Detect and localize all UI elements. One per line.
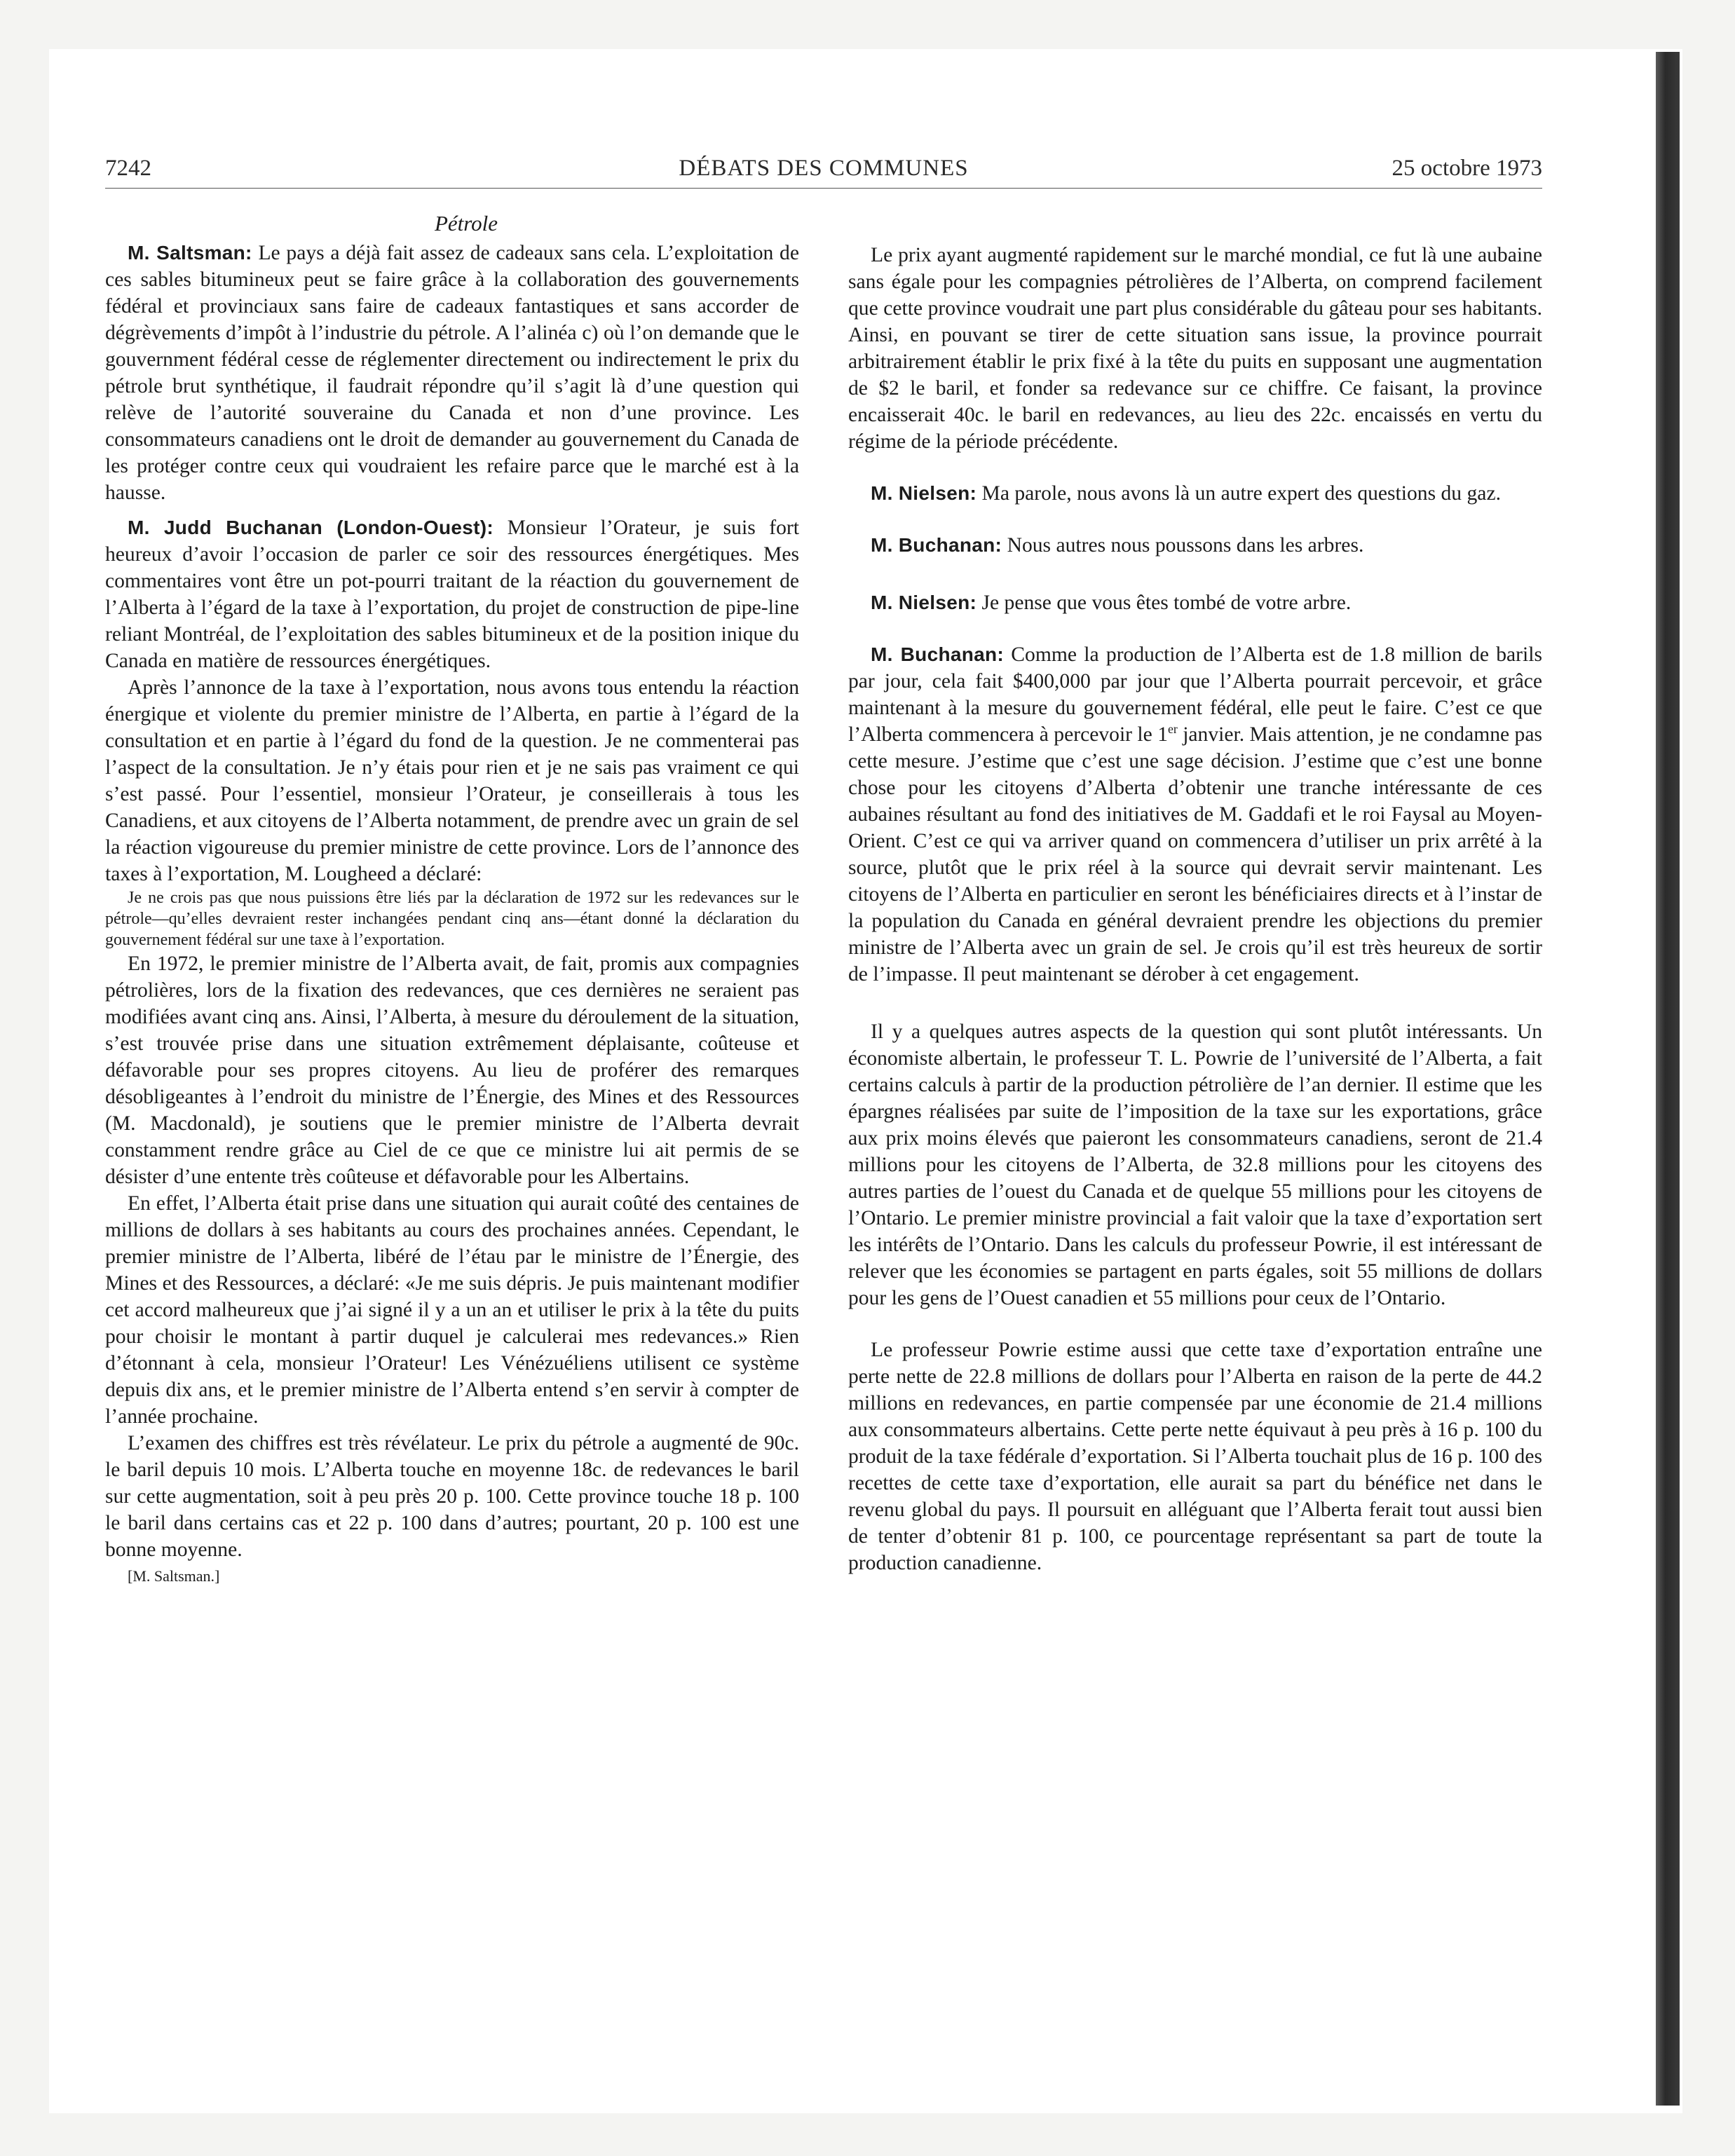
paragraph [848, 641, 1542, 988]
paragraph: L’examen des chiffres est très révélateur. Le prix du pétrole a augmenté de 90c. le baril depuis 10 mois. L’Alberta touche en moyenne 18c. de redevances le baril sur cette augmentation, soit à peu près 20 p. 100. Cette province touche 18 p. 100 le baril dans certains cas et 22 p. 100 dans d’autres; pourtant, 20 p. 100 est une bonne moyenne. [105, 1432, 799, 1561]
left-column [105, 210, 799, 1590]
page-number: 7242 [105, 156, 151, 181]
speech-text: Nous autres nous poussons dans les arbres. [1002, 534, 1364, 557]
speech-text: Ma parole, nous avons là un autre expert des questions du gaz. [977, 482, 1501, 505]
speaker-name: M. Judd Buchanan (London-Ouest): [128, 517, 494, 538]
page-header [105, 156, 1542, 191]
paragraph: Après l’annonce de la taxe à l’exportation, nous avons tous entendu la réaction énergique et violente du premier ministre de l’Alberta, en partie à l’égard de la consultation et en partie à l’égard du fond de la question. Je ne commenterai pas l’aspect de la consultation. Je n’y étais pour rien et je ne sais pas vraiment ce qui s’est passé. Pour l’essentiel, monsieur l’Orateur, je conseillerais à tous les Canadiens, et aux citoyens de l’Alberta notamment, de prendre avec un grain de sel la réaction vigoureuse du premier ministre de cette province. Lors de l’annonce des taxes à l’exportation, M. Lougheed a déclaré: [105, 676, 799, 885]
ordinal-superscript: er [1168, 722, 1178, 737]
speech-text: Je pense que vous êtes tombé de votre arbre. [977, 592, 1352, 614]
speech-text: janvier. Mais attention, je ne condamne pas cette mesure. J’estime que c’est une sage décision. J’estime que c’est une bonne chose pour les citoyens d’Alberta d’obtenir une tranche intéressante de ces aubaines résultant au fond des initiatives de M. Gaddafi et le roi Faysal au Moyen-Orient. C’est ce qui va arriver quand on commencera d’utiliser un prix arrêté à la source, plutôt que le prix réel à la source qui devrait servir maintenant. Les citoyens de l’Alberta en particulier en seront les bénéficiaires directs et à l’instar de la population du Canada en général devraient prendre les objections du premier ministre de l’Alberta avec un grain de sel. Je crois qu’il est très heureux de sortir de l’impasse. Il peut maintenant se dérober à cet engagement. [848, 723, 1542, 985]
speech-text: Monsieur l’Orateur, je suis fort heureux d’avoir l’occasion de parler ce soir des ressources énergétiques. Mes commentaires vont être un pot-pourri traitant de la réaction du gouvernement de l’Alberta à l’égard de la taxe à l’exportation, du projet de construction de pipe-line reliant Montréal, de l’exploitation des sables bitumineux et de la position inique du Canada en matière de ressources énergétiques. [105, 517, 800, 672]
scan-edge-shadow [1656, 52, 1680, 2106]
publication-title: DÉBATS DES COMMUNES [679, 156, 969, 181]
paragraph: En effet, l’Alberta était prise dans une situation qui aurait coûté des centaines de millions de dollars à ses habitants au cours des prochaines années. Cependant, le premier ministre de l’Alberta, libéré de l’étau par le ministre de l’Énergie, des Mines et des Ressources, a déclaré: «Je me suis dépris. Je puis maintenant modifier cet accord malheureux que j’ai signé il y a un an et utiliser le prix à la tête du puits pour choisir le montant à partir duquel je calculerai mes redevances.» Rien d’étonnant à cela, monsieur l’Orateur! Les Vénézuéliens utilisent ce système depuis dix ans, et le premier ministre de l’Alberta entend s’en servir à compter de l’année prochaine. [105, 1192, 799, 1428]
speaker-name: M. Buchanan: [871, 643, 1005, 665]
paragraph [105, 240, 799, 506]
paragraph: Il y a quelques autres aspects de la question qui sont plutôt intéressants. Un économiste albertain, le professeur T. L. Powrie de l’université de l’Alberta, a fait certains calculs à partir de la production pétrolière de l’an dernier. Il estime que les épargnes réalisées par suite de l’imposition de la taxe sur les exportations, grâce aux prix moins élevés que paieront les consommateurs canadiens, seront de 21.4 millions pour les citoyens de l’Alberta, de 32.8 millions pour les citoyens des autres parties de l’ouest du Canada et de quelque 55 millions pour les citoyens de l’Ontario. Le premier ministre provincial a fait valoir que la taxe d’exportation sert les intérêts de l’Ontario. Dans les calculs du professeur Powrie, il est intéressant de relever que les économies se partagent en parts égales, soit 55 millions de dollars pour les gens de l’Ouest canadien et 55 millions pour ceux de l’Ontario. [848, 1021, 1542, 1309]
paragraph [105, 514, 799, 674]
speech-text: Comme la production de l’Alberta est de 1.8 million de barils par jour, cela fait $400,000 par jour que l’Alberta pourrait percevoir, et grâce maintenant à la mesure du gouvernement fédéral, elle peut le faire. C’est ce que l’Alberta commencera à percevoir le 1 [848, 643, 1542, 746]
paragraph [848, 532, 1542, 559]
speaker-name: M. Nielsen: [871, 482, 977, 504]
speech-text: Le pays a déjà fait assez de cadeaux sans cela. L’exploitation de ces sables bitumineux peut se faire grâce à la collaboration des gouvernements fédéral et provinciaux sans faire de cadeaux fantastiques et sans accorder de dégrèvements d’impôt à l’industrie du pétrole. A l’alinéa c) où l’on demande que le gouvernment fédéral cesse de réglementer directement ou indirectement le prix du pétrole brut synthétique, il faudrait répondre qu’il s’agit là d’une question qui relève de l’autorité souveraine du Canada et non d’une province. Les consommateurs canadiens ont le droit de demander au gouvernement du Canada de les protéger contre ceux qui voudraient les refaire parce que le marché est à la hausse. [105, 242, 799, 504]
paragraph [848, 589, 1542, 616]
speaker-name: M. Saltsman: [128, 242, 252, 264]
speaker-name: M. Nielsen: [871, 592, 977, 613]
subject-heading: Pétrole [434, 211, 498, 236]
paragraph: Le prix ayant augmenté rapidement sur le marché mondial, ce fut là une aubaine sans égale pour les compagnies pétrolières de l’Alberta, on comprend facilement que cette province voudrait une part plus considérable du gâteau pour ses habitants. Ainsi, en pouvant se tirer de cette situation sans issue, la province pourrait arbitrairement établir le prix fixé à la tête du puits en supposant une augmentation de $2 le baril, et fonder sa redevance sur ce chiffre. Ce faisant, la province encaisserait 40c. le baril en redevances, au lieu des 22c. encaissés en vertu du régime de la période précédente. [848, 244, 1542, 453]
header-rule [105, 188, 1542, 189]
speaker-attribution: [M. Saltsman.] [128, 1567, 220, 1585]
paragraph: Le professeur Powrie estime aussi que cette taxe d’exportation entraîne une perte nette de 22.8 millions de dollars pour l’Alberta en raison de la perte de 44.2 millions en redevances, en partie compensée par une économie de 21.4 millions aux consommateurs albertains. Cette perte nette équivaut à peu près à 16 p. 100 du produit de la taxe fédérale d’exportation. Si l’Alberta touchait plus de 16 p. 100 des recettes de cette taxe d’exportation, elle aurait sa part du bénéfice net dans le revenu global du pays. Il poursuit en alléguant que l’Alberta ferait tout aussi bien de tenter d’obtenir 81 p. 100, ce pourcentage représentant sa part de toute la production canadienne. [848, 1339, 1542, 1574]
speaker-name: M. Buchanan: [871, 534, 1002, 556]
paragraph: En 1972, le premier ministre de l’Alberta avait, de fait, promis aux compagnies pétrolières, lors de la fixation des redevances, que ces dernières ne seraient pas modifiées avant cinq ans. Ainsi, l’Alberta, à mesure du déroulement de la situation, s’est trouvée prise dans une situation extrêmement déplaisante, coûteuse et défavorable pour ses propres citoyens. Au lieu de proférer des remarques désobligeantes à l’endroit du ministre de l’Énergie, des Mines et des Ressources (M. Macdonald), je soutiens que le premier ministre de l’Alberta devrait constamment rendre grâce au Ciel de ce que ce ministre lui ait permis de se désister d’une entente très coûteuse et défavorable pour les Albertains. [105, 953, 799, 1188]
right-column [848, 210, 1542, 1576]
block-quote: Je ne crois pas que nous puissions être liés par la déclaration de 1972 sur les redevances sur le pétrole—qu’elles devraient rester inchangées pendant cinq ans—étant donné la déclaration du gouvernement fédéral sur une taxe à l’exportation. [105, 889, 799, 949]
paragraph [848, 480, 1542, 507]
publication-date: 25 octobre 1973 [1392, 156, 1542, 181]
